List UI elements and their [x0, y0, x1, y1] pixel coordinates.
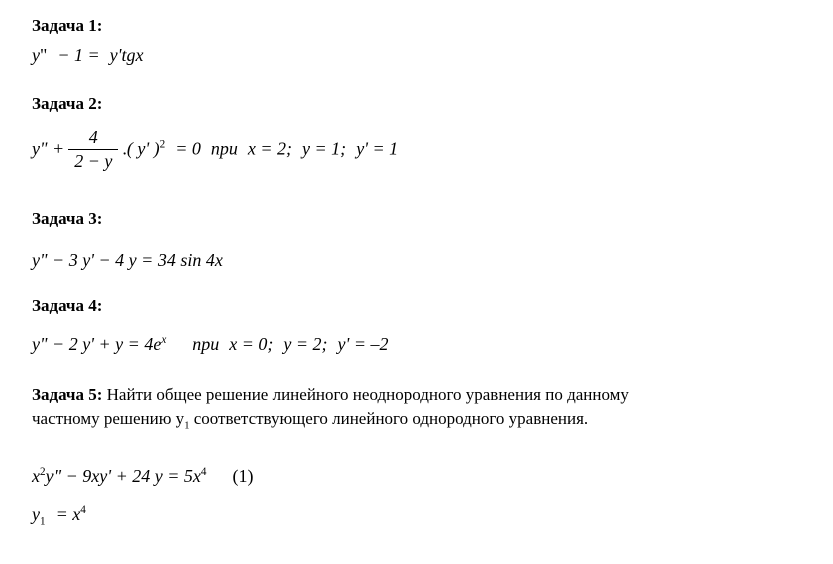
- task-5-formula2-y-sub: 1: [40, 515, 46, 528]
- task-1-formula-y: y: [32, 45, 40, 65]
- task-3-heading-text: Задача 3:: [32, 209, 103, 228]
- task-1-formula: [32, 45, 144, 66]
- task-5-formula-last-power: 4: [200, 466, 207, 478]
- task-5-heading: Задача 5:: [32, 385, 103, 404]
- task-5-block: [32, 383, 692, 431]
- task-4-formula: [32, 334, 389, 355]
- task-2-fraction-denominator: 2 − y: [68, 149, 118, 172]
- task-5-formula-1: [32, 466, 253, 487]
- task-2-formula-cond1: x = 2;: [247, 138, 293, 159]
- task-2-formula-squared-group: ( y' ): [126, 138, 160, 159]
- task-2-fraction-numerator: 4: [88, 127, 98, 147]
- task-5-formula2-rhs: = x: [55, 504, 81, 524]
- task-5-text-line2: данному частному решению y: [32, 385, 629, 429]
- task-5-text-sub: 1: [184, 420, 190, 432]
- task-1-formula-rhs: y'tgx: [109, 45, 144, 65]
- task-2-formula: [32, 128, 398, 173]
- task-2-formula-cond3: y' = 1: [356, 138, 399, 159]
- task-2-formula-power: 2: [159, 138, 166, 151]
- task-3-formula: y" − 3 y' − 4 y = 34 sin 4x: [32, 250, 223, 270]
- task-5-formula-x: x: [32, 466, 40, 486]
- task-5-text-line1: Найти общее решение линейного неоднородного уравнения по: [102, 385, 563, 404]
- task-5-formula-main: y" − 9xy' + 24 y = 5x: [45, 466, 201, 486]
- task-1-formula-dprime: ": [40, 45, 48, 65]
- task-5-text-line3: уравнения.: [508, 409, 589, 429]
- task-5-equation-number: (1): [232, 466, 254, 486]
- task-4-formula-cond2: y = 2;: [283, 334, 328, 354]
- task-5-formula2-y: y: [32, 504, 40, 524]
- task-2-formula-dot: .: [122, 138, 127, 159]
- task-4-heading: Задача 4:: [32, 296, 103, 315]
- task-4-formula-power: x: [161, 334, 167, 346]
- task-5-text-line2b: соответствующего линейного однородного: [189, 409, 505, 429]
- task-1-heading: Задача 1:: [32, 16, 103, 35]
- task-5-formula-2: [32, 504, 86, 528]
- task-2-fraction: [68, 127, 118, 172]
- task-2-formula-eq-zero: = 0: [175, 138, 201, 159]
- task-1-formula-minus-one: − 1 =: [57, 45, 100, 65]
- task-4-formula-cond3: y' = –2: [337, 334, 389, 354]
- task-2-formula-pri: при: [210, 138, 238, 159]
- task-4-formula-lhs: y" − 2 y' + y = 4e: [32, 334, 162, 354]
- task-5-formula2-rhs-power: 4: [80, 504, 86, 516]
- task-4-formula-pri: при: [192, 334, 220, 354]
- task-5-formula-x-power: 2: [40, 466, 46, 478]
- task-4-formula-cond1: x = 0;: [229, 334, 274, 354]
- task-2-heading: Задача 2:: [32, 94, 103, 113]
- task-2-formula-lhs: y" +: [32, 138, 65, 159]
- task-2-formula-cond2: y = 1;: [302, 138, 347, 159]
- task-3-heading: [32, 209, 102, 229]
